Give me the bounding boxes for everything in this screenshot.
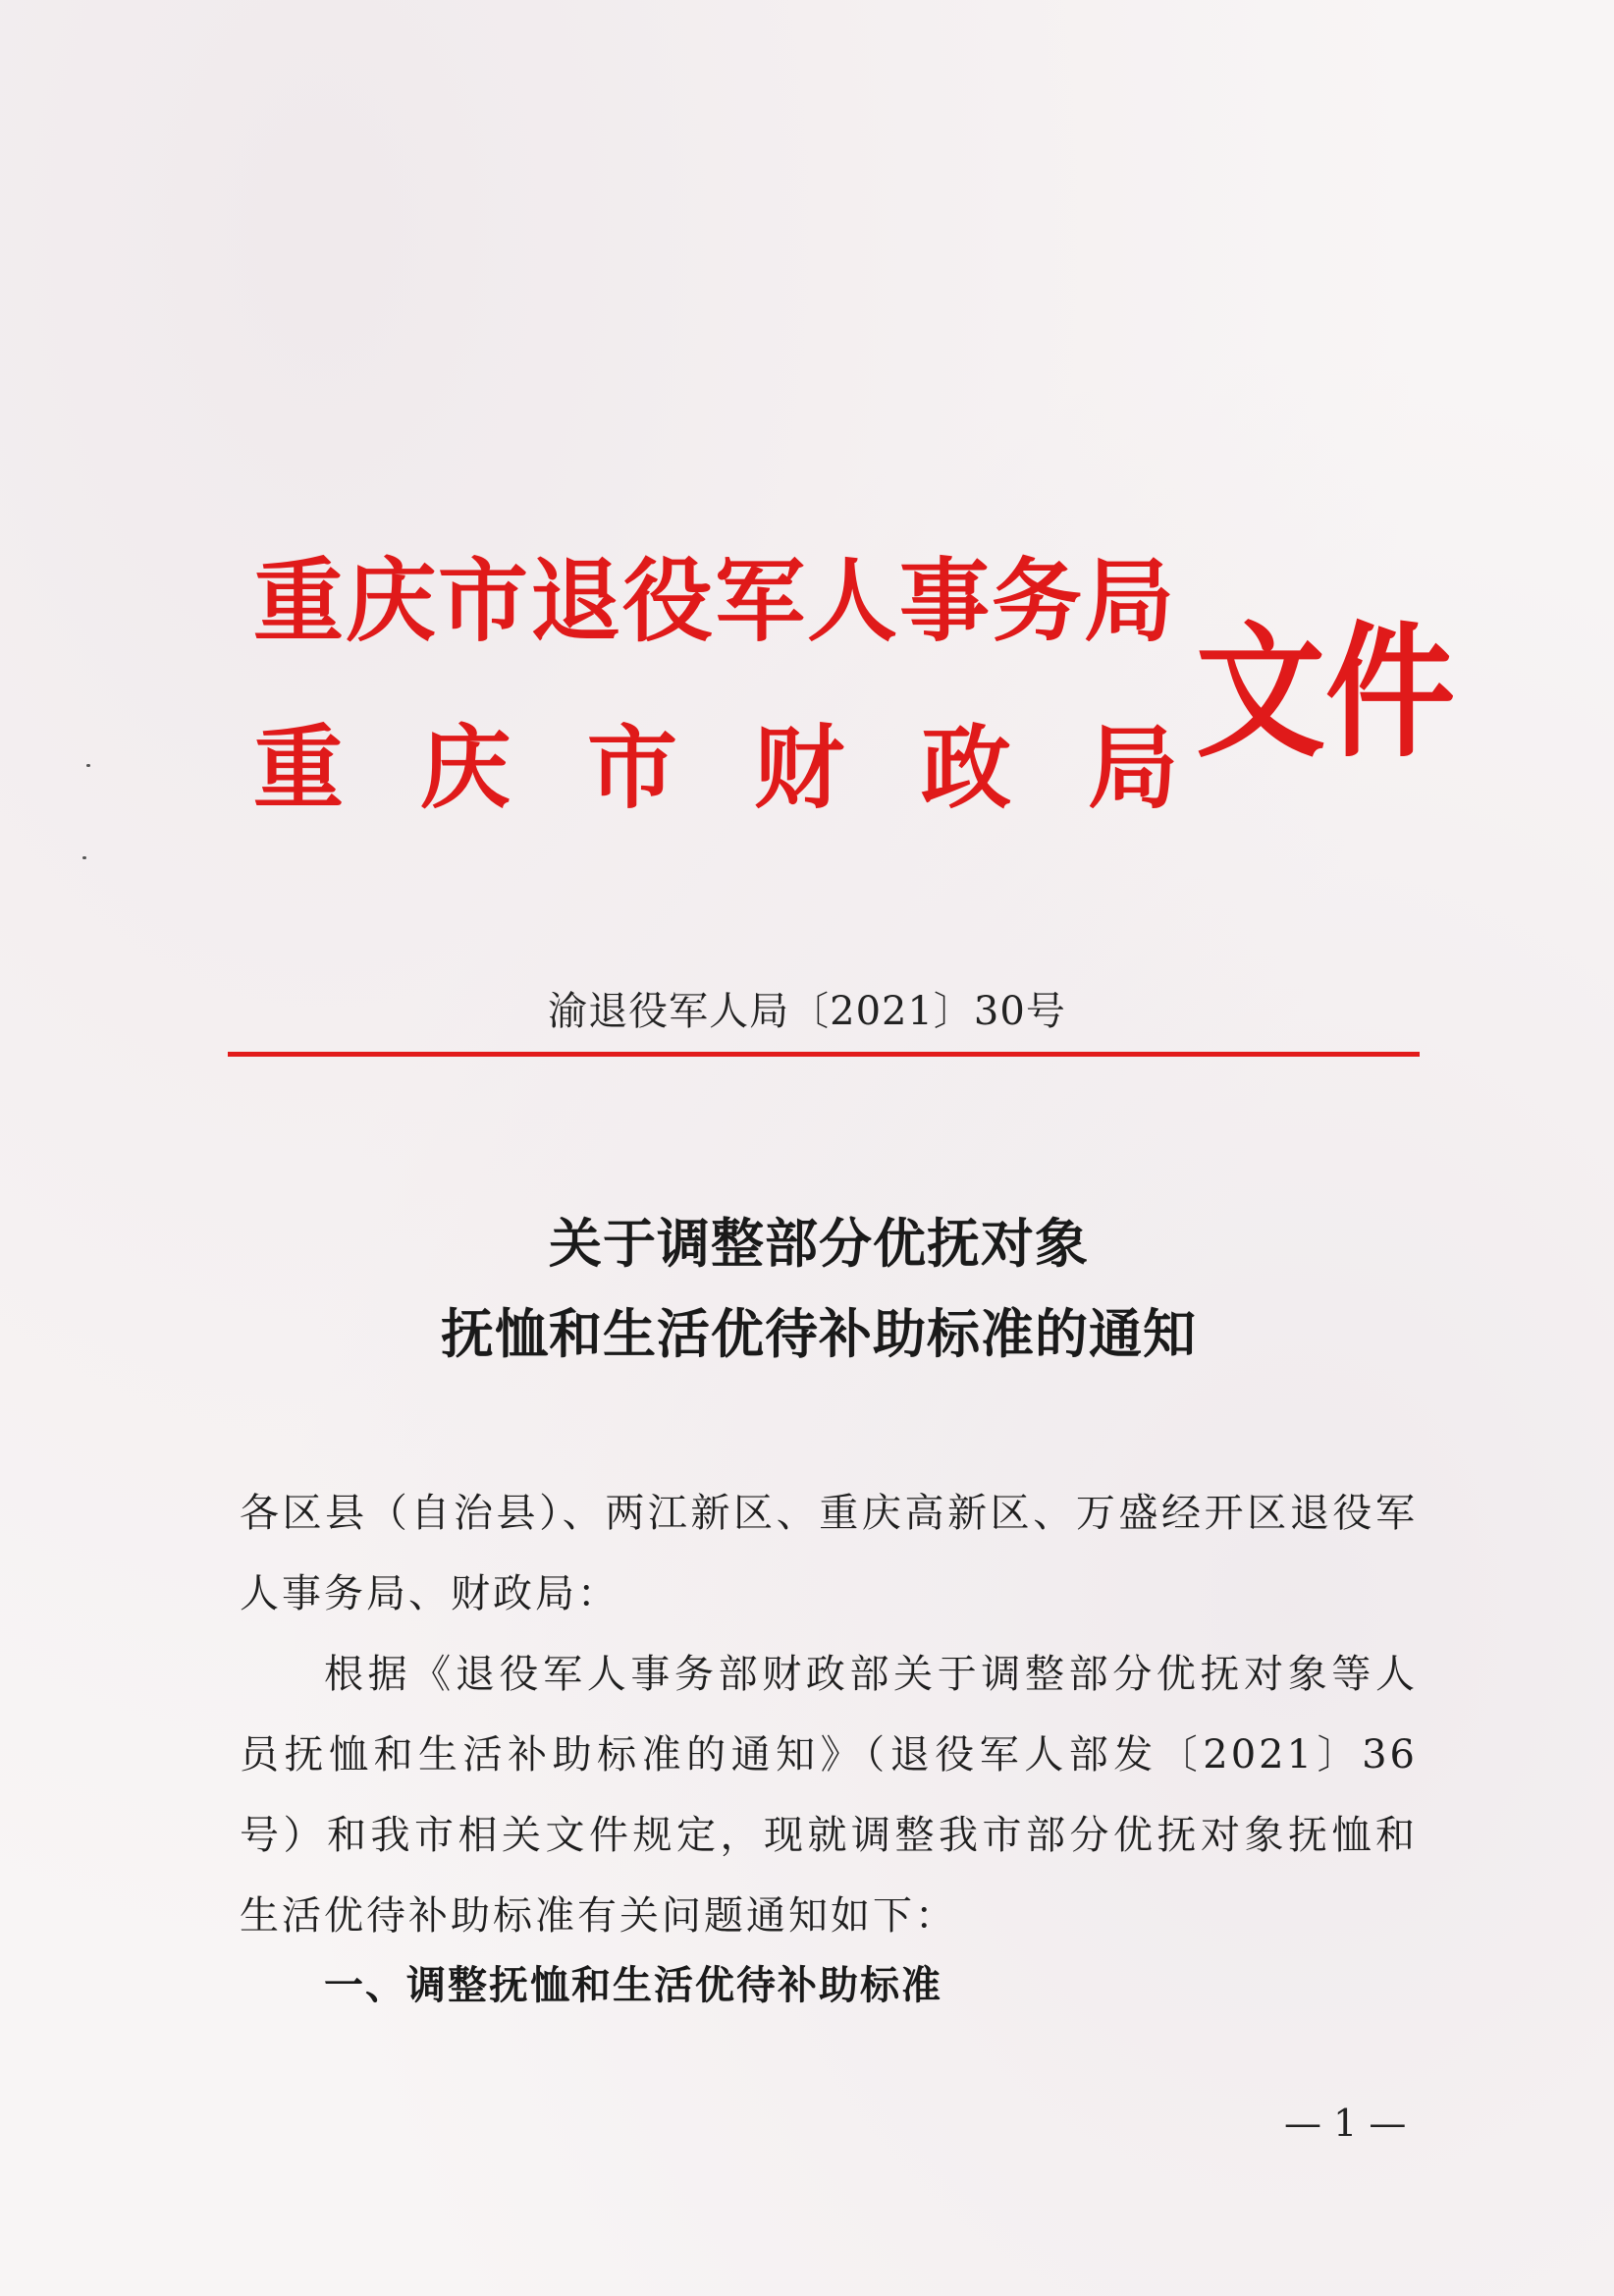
addressee-paragraph: 各区县（自治县）、两江新区、重庆高新区、万盛经开区退役军人事务局、财政局： — [240, 1491, 1418, 1616]
scan-speck — [82, 856, 86, 859]
document-title-line-2: 抚恤和生活优待补助标准的通知 — [441, 1303, 1197, 1365]
page-number: — 1 — — [1284, 2102, 1407, 2145]
issuing-agency-veterans-affairs: 重庆市退役军人事务局 — [253, 548, 1177, 654]
red-masthead — [0, 0, 1614, 884]
red-separator-line — [228, 1052, 1420, 1057]
body-paragraph: 根据《退役军人事务部财政部关于调整部分优抚对象等人员抚恤和生活补助标准的通知》（退役军人部发〔2021〕36号）和我市相关文件规定，现就调整我市部分优抚对象抚恤和生活优待补助标准有关问题通知如下： — [240, 1652, 1418, 1939]
document-title-line-1: 关于调整部分优抚对象 — [549, 1213, 1089, 1275]
scan-speck — [86, 764, 90, 767]
document-kind-label: 文件 — [1196, 607, 1455, 779]
document-number: 渝退役军人局〔2021〕30号 — [548, 989, 1066, 1034]
section-heading: 一、调整抚恤和生活优待补助标准 — [324, 1963, 942, 2008]
document-body — [240, 1473, 1418, 1956]
issuing-agency-finance: 重庆市财政局 — [253, 715, 1256, 821]
